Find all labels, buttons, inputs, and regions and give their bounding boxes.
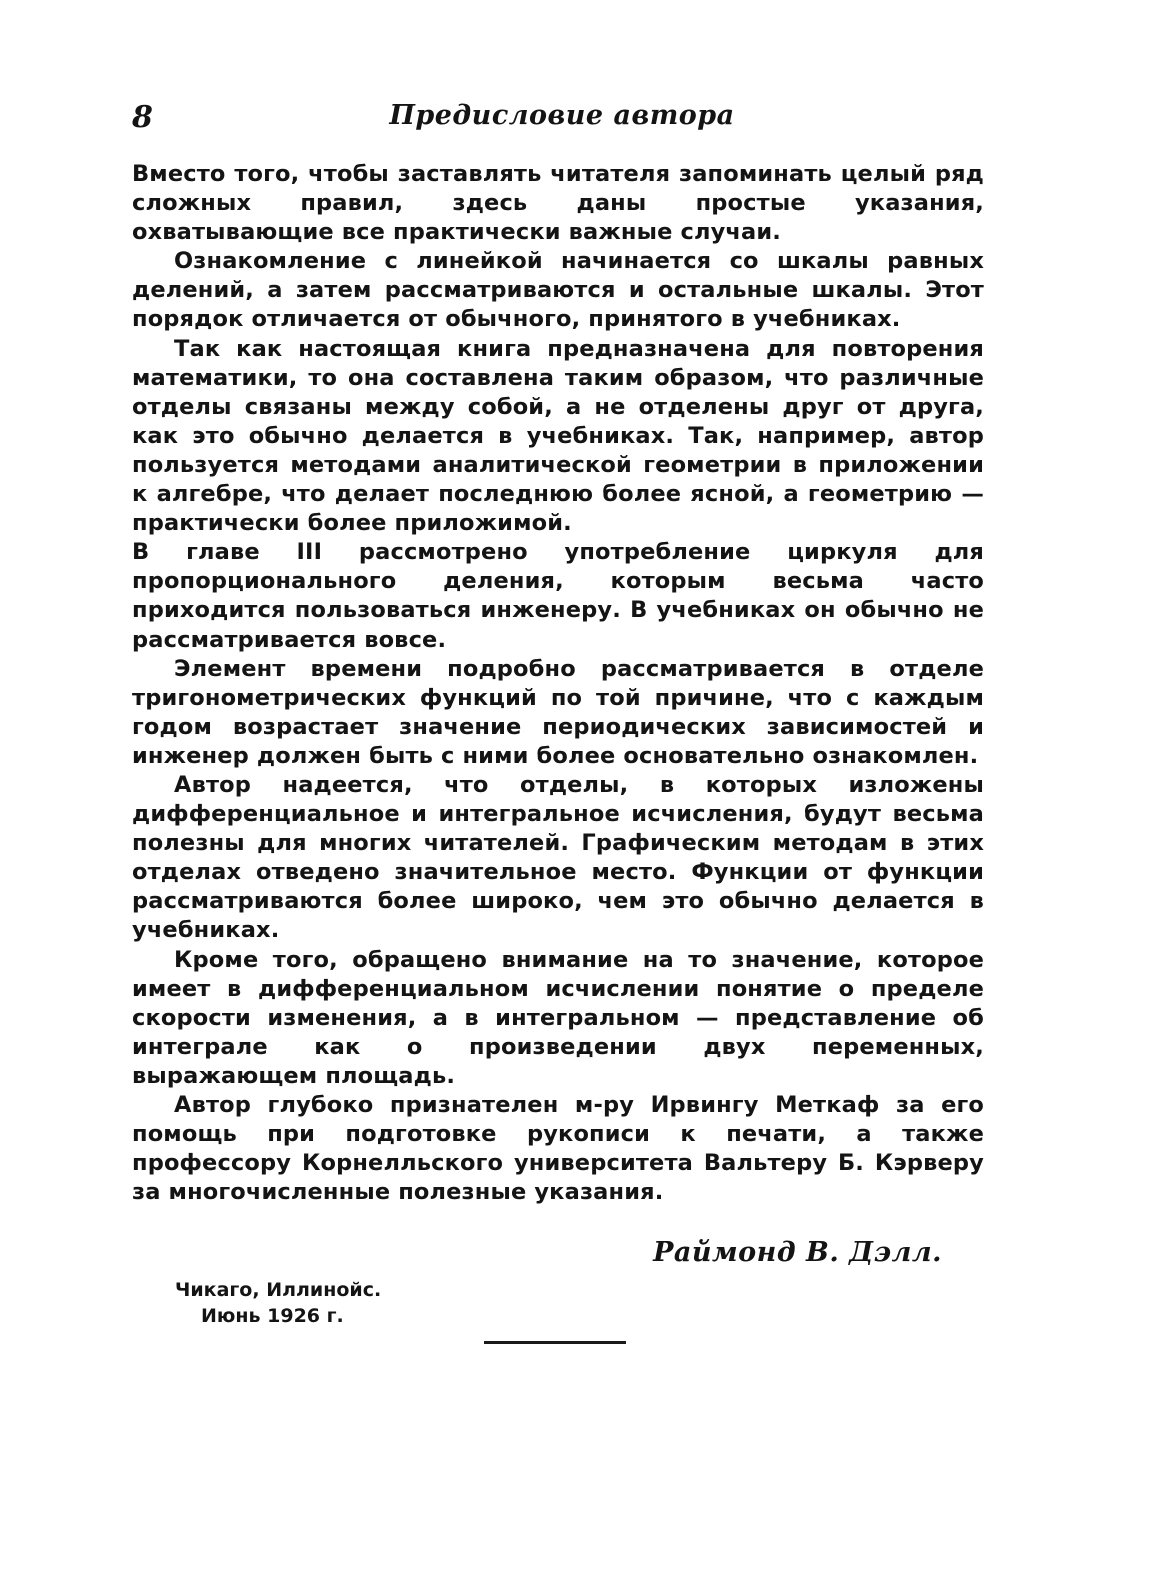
paragraph-book-structure: Так как настоящая книга предназначена для повторения математики, то она составлена таким образом, что различные отделы связаны между собой, а не отделены друг от друга, как это обычно делается в учебниках. Так, например, автор пользуется методами аналитической геометрии в приложении к алгебре, что делает последнюю более ясной, а геометрию — практически более приложимой.	[132, 335, 984, 537]
paragraph-slide-rule: Ознакомление с линейкой начинается со шкалы равных делений, а затем рассматриваются и остальные шкалы. Этот порядок отличается от обычного, принятого в учебниках.	[132, 248, 984, 333]
body-text	[132, 160, 984, 1207]
running-title: Предисловие автора	[389, 100, 735, 131]
paragraph-rules: Вместо того, чтобы заставлять читателя запоминать целый ряд сложных правил, здесь даны простые указания, охватывающие все практически важные случаи.	[132, 161, 984, 246]
paragraph-chapter-three: В главе III рассмотрено употребление циркуля для пропорционального деления, которым весьма часто приходится пользоваться инженеру. В учебниках он обычно не рассматривается вовсе.	[132, 539, 984, 653]
paragraph-acknowledgements: Автор глубоко признателен м-ру Ирвингу Меткаф за его помощь при подготовке рукописи к печати, а также профессору Корнелльского университета Вальтеру Б. Кэрверу за многочисленные полезные указания.	[132, 1092, 984, 1206]
date: Июнь 1926 г.	[201, 1305, 344, 1327]
page-number: 8	[132, 100, 153, 135]
place: Чикаго, Иллинойс.	[175, 1279, 382, 1301]
paragraph-calculus: Автор надеется, что отделы, в которых изложены дифференциальное и интегральное исчисления, будут весьма полезны для многих читателей. Графическим методам в этих отделах отведено значительное место. Функции от функции рассматриваются более широко, чем это обычно делается в учебниках.	[132, 771, 984, 944]
paragraph-time-element: Элемент времени подробно рассматривается в отделе тригонометрических функций по той причине, что с каждым годом возрастает значение периодических зависимостей и инженер должен быть с ними более основательно ознакомлен.	[132, 655, 984, 769]
author-signature: Раймонд В. Дэлл.	[653, 1237, 942, 1268]
end-rule	[484, 1341, 626, 1344]
running-head	[132, 100, 992, 140]
place-date-block	[175, 1277, 381, 1329]
paragraph-limits: Кроме того, обращено внимание на то значение, которое имеет в дифференциальном исчислении понятие о пределе скорости изменения, а в интегральном — представление об интеграле как о произведении двух переменных, выражающем площадь.	[132, 946, 984, 1089]
